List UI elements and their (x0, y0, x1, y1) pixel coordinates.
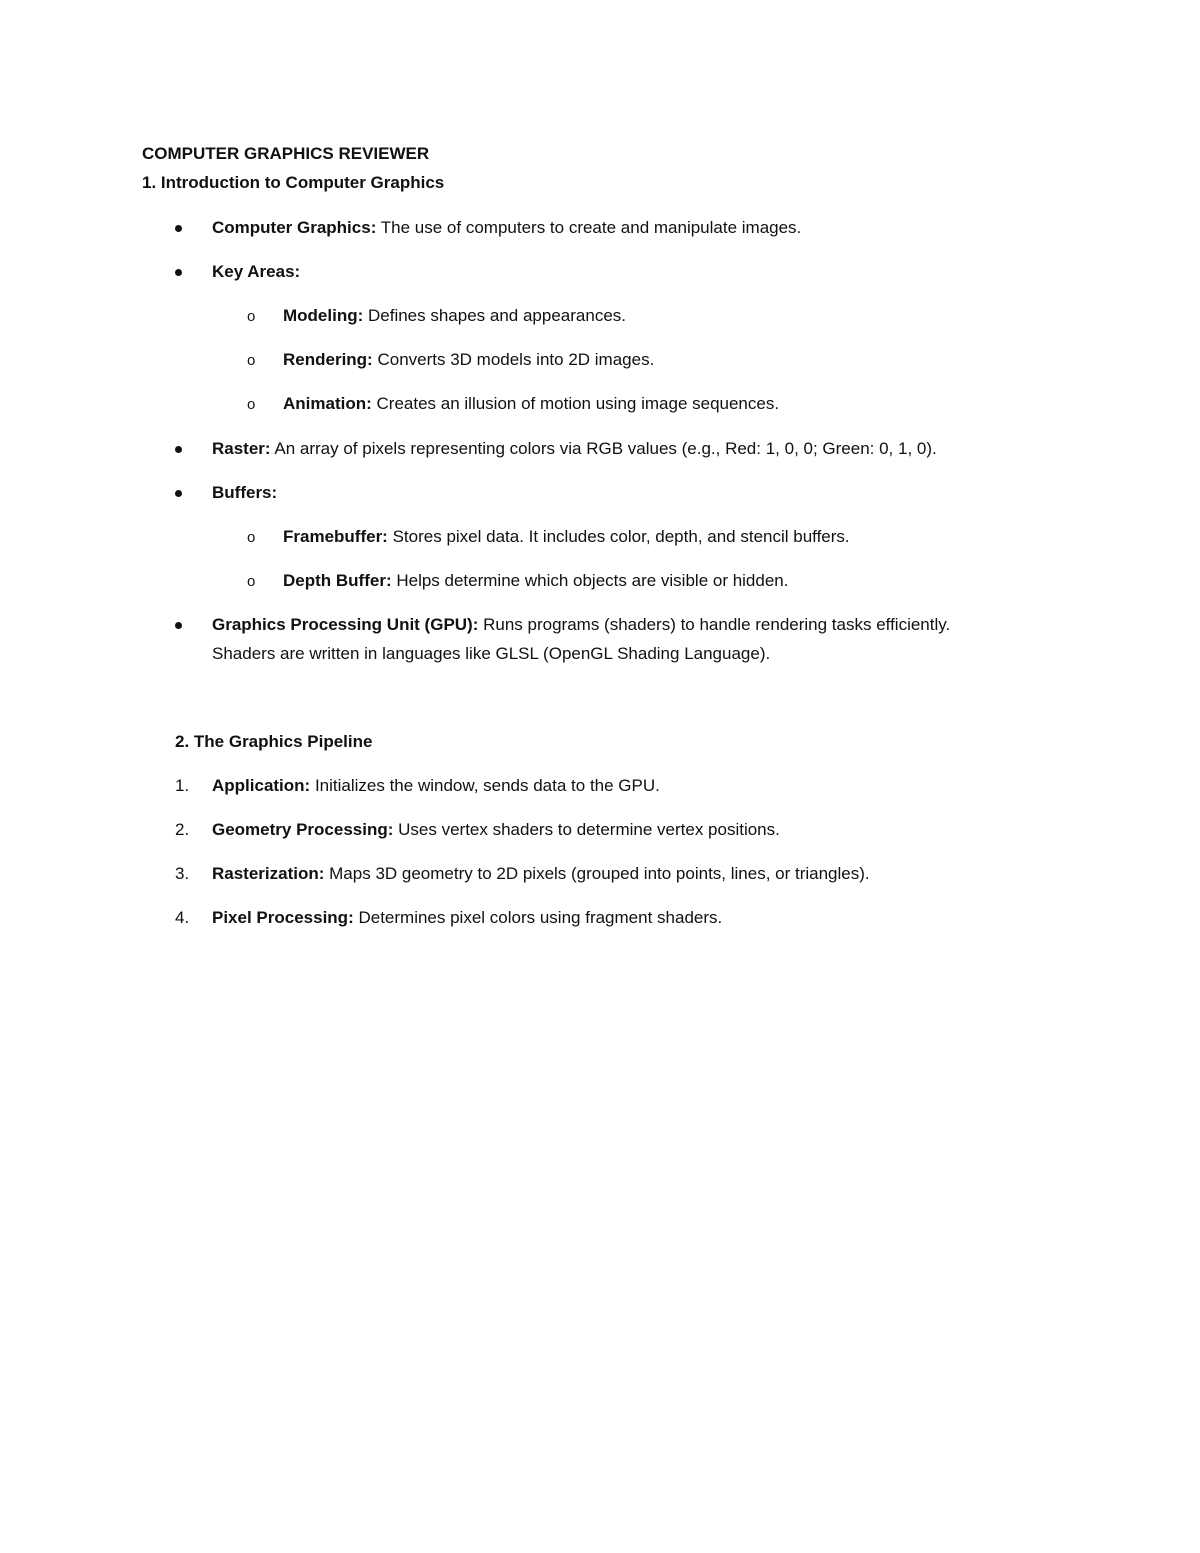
document-title: COMPUTER GRAPHICS REVIEWER (142, 144, 430, 163)
pipeline-step (212, 863, 870, 885)
item-term: Depth Buffer: (283, 571, 392, 590)
pipeline-step (212, 907, 722, 929)
list-item (212, 438, 937, 460)
bullet-icon (175, 622, 182, 629)
item-text: Runs programs (shaders) to handle rendering tasks efficiently. (478, 615, 951, 634)
item-text: Creates an illusion of motion using image sequences. (371, 394, 780, 413)
item-term: Key Areas: (212, 262, 301, 281)
sub-list-item (283, 349, 654, 371)
sub-list-item (283, 393, 779, 415)
sub-list-item (283, 570, 788, 592)
step-number: 1. (175, 776, 190, 795)
step-text: Determines pixel colors using fragment shaders. (353, 908, 723, 927)
item-text: The use of computers to create and manipulate images. (376, 218, 802, 237)
bullet-icon (175, 490, 182, 497)
sub-bullet-icon: o (247, 396, 256, 413)
step-term: Geometry Processing: (212, 820, 394, 839)
item-term: Computer Graphics: (212, 218, 377, 237)
sub-list-item (283, 526, 850, 548)
step-number: 3. (175, 864, 190, 883)
pipeline-step (212, 775, 660, 797)
step-text: Initializes the window, sends data to the GPU. (310, 776, 660, 795)
item-term: Framebuffer: (283, 527, 388, 546)
sub-bullet-icon: o (247, 308, 256, 325)
step-term: Pixel Processing: (212, 908, 354, 927)
sub-bullet-icon: o (247, 529, 256, 546)
item-term: Buffers: (212, 483, 278, 502)
item-term: Raster: (212, 439, 271, 458)
list-item-continuation: Shaders are written in languages like GLSL (OpenGL Shading Language). (212, 644, 771, 663)
item-text: Stores pixel data. It includes color, depth, and stencil buffers. (387, 527, 850, 546)
list-item (212, 217, 801, 239)
step-text: Uses vertex shaders to determine vertex positions. (393, 820, 780, 839)
list-item (212, 614, 950, 636)
item-text: Defines shapes and appearances. (363, 306, 627, 325)
item-text: Helps determine which objects are visible or hidden. (391, 571, 789, 590)
step-number: 4. (175, 908, 190, 927)
item-term: Graphics Processing Unit (GPU): (212, 615, 479, 634)
sub-list-item (283, 305, 626, 327)
sub-bullet-icon: o (247, 352, 256, 369)
item-term: Animation: (283, 394, 372, 413)
section-1-heading: 1. Introduction to Computer Graphics (142, 173, 445, 192)
item-text: Converts 3D models into 2D images. (372, 350, 655, 369)
step-term: Rasterization: (212, 864, 325, 883)
list-item (212, 261, 300, 283)
sub-bullet-icon: o (247, 573, 256, 590)
item-term: Rendering: (283, 350, 373, 369)
bullet-icon (175, 225, 182, 232)
item-text: An array of pixels representing colors via RGB values (e.g., Red: 1, 0, 0; Green: 0, 1, 0). (270, 439, 937, 458)
bullet-icon (175, 446, 182, 453)
section-2-heading: 2. The Graphics Pipeline (175, 732, 373, 751)
list-item (212, 482, 277, 504)
step-text: Maps 3D geometry to 2D pixels (grouped into points, lines, or triangles). (324, 864, 870, 883)
item-term: Modeling: (283, 306, 364, 325)
pipeline-step (212, 819, 780, 841)
bullet-icon (175, 269, 182, 276)
step-term: Application: (212, 776, 311, 795)
step-number: 2. (175, 820, 190, 839)
